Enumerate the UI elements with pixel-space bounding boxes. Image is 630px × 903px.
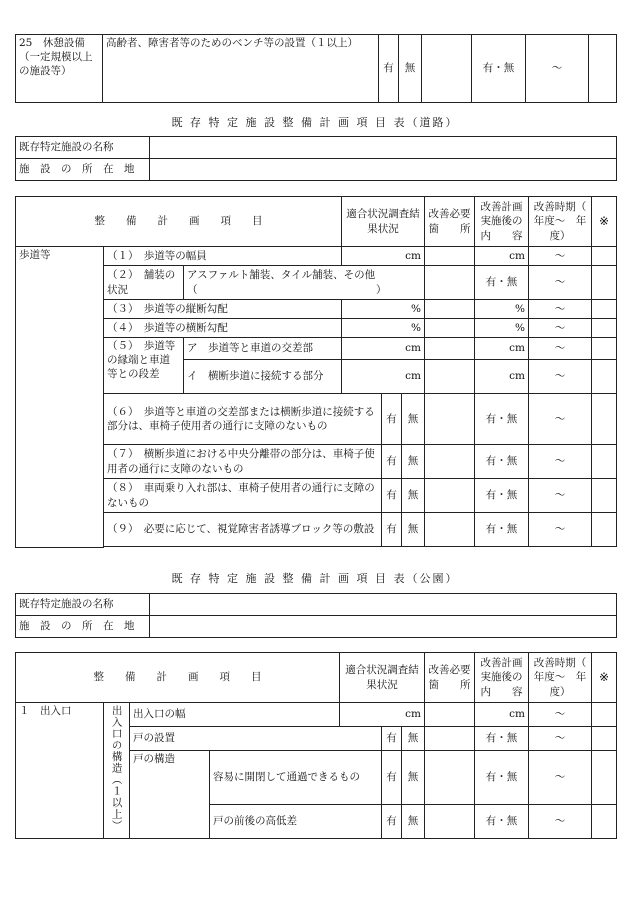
road-row-1: （１） 歩道等の幅員 <box>104 247 342 266</box>
park-row-2-no[interactable]: 無 <box>402 727 425 751</box>
road-row-5b-need[interactable] <box>425 360 475 394</box>
road-row-5a-after[interactable]: cm <box>475 338 529 360</box>
road-row-6-after[interactable]: 有・無 <box>475 394 529 445</box>
road-row-7: （７） 横断歩道における中央分離帯の部分は、車椅子使用者の通行に支障のないもの <box>104 445 382 479</box>
road-row-2: （２） 舗装の状況 <box>104 266 184 300</box>
road-row-5a: ア 歩道等と車道の交差部 <box>184 338 342 360</box>
rest-no[interactable]: 無 <box>399 35 422 103</box>
hdr-note: ※ <box>592 197 617 247</box>
road-row-5a-note[interactable] <box>592 338 617 360</box>
road-row-5b: イ 横断歩道に接続する部分 <box>184 360 342 394</box>
park-info-table <box>15 593 617 638</box>
park-row-3a-no[interactable]: 無 <box>402 751 425 805</box>
road-row-5a-when[interactable]: ～ <box>529 338 592 360</box>
road-row-2-need[interactable] <box>425 266 475 300</box>
park-row-3: 戸の構造 <box>130 751 210 839</box>
rest-yes[interactable]: 有 <box>379 35 399 103</box>
road-row-4: （４） 歩道等の横断勾配 <box>104 319 342 338</box>
park-row-2-yes[interactable]: 有 <box>382 727 402 751</box>
road-row-1-need[interactable] <box>425 247 475 266</box>
road-name-field[interactable] <box>150 137 617 159</box>
park-hdr-note: ※ <box>592 653 617 703</box>
park-hdr-items: 整 備 計 画 項 目 <box>16 653 340 703</box>
park-row-3a: 容易に開閉して通過できるもの <box>210 751 382 805</box>
hdr-when: 改善時期（ 年度～ 年度） <box>529 197 592 247</box>
rest-note-cell[interactable] <box>589 35 617 103</box>
park-row-3b-no[interactable]: 無 <box>402 804 425 838</box>
rest-item-label: 25 休憩設備（一定規模以上の施設等） <box>16 35 103 103</box>
road-row-9-after[interactable]: 有・無 <box>475 513 529 547</box>
park-row-3b-after[interactable]: 有・無 <box>475 804 529 838</box>
road-row-7-no[interactable]: 無 <box>402 445 425 479</box>
park-location-field[interactable] <box>150 616 617 638</box>
road-row-5b-note[interactable] <box>592 360 617 394</box>
road-row-8-no[interactable]: 無 <box>402 479 425 513</box>
park-hdr-need: 改善必要箇 所 <box>425 653 475 703</box>
road-row-1-note[interactable] <box>592 247 617 266</box>
road-row-7-note[interactable] <box>592 445 617 479</box>
road-row-8-when[interactable]: ～ <box>529 479 592 513</box>
park-row-3b-need[interactable] <box>425 804 475 838</box>
park-row-3b: 戸の前後の高低差 <box>210 804 382 838</box>
hdr-need: 改善必要箇 所 <box>425 197 475 247</box>
park-row-2-when[interactable]: ～ <box>529 727 592 751</box>
road-row-2-when[interactable]: ～ <box>529 266 592 300</box>
road-row-5b-when[interactable]: ～ <box>529 360 592 394</box>
park-name-label: 既存特定施設の名称 <box>16 594 150 616</box>
park-hdr-when: 改善時期（ 年度～ 年度） <box>529 653 592 703</box>
road-row-3-unit[interactable]: % <box>342 300 425 319</box>
road-row-4-need[interactable] <box>425 319 475 338</box>
road-row-5: （５） 歩道等の縁端と車道等との段差 <box>104 338 184 394</box>
road-row-5b-unit[interactable]: cm <box>342 360 425 394</box>
park-hdr-status: 適合状況調査結果状況 <box>340 653 425 703</box>
park-category: １ 出入口 <box>16 703 104 839</box>
road-row-1-unit[interactable]: cm <box>342 247 425 266</box>
park-row-1-unit[interactable]: cm <box>340 703 425 727</box>
road-row-2-after[interactable]: 有・無 <box>475 266 529 300</box>
park-row-3b-yes[interactable]: 有 <box>382 804 402 838</box>
park-row-1-need[interactable] <box>425 703 475 727</box>
park-row-1: 出入口の幅 <box>130 703 340 727</box>
road-title: 既 存 特 定 施 設 整 備 計 画 項 目 表（道路） <box>171 116 459 129</box>
road-row-9: （９） 必要に応じて、視覚障害者誘導ブロック等の敷設 <box>104 513 382 547</box>
rest-after-yesno[interactable]: 有・無 <box>472 35 526 103</box>
hdr-items: 整 備 計 画 項 目 <box>16 197 342 247</box>
road-name-label: 既存特定施設の名称 <box>16 137 150 159</box>
park-row-2-note[interactable] <box>592 727 617 751</box>
road-row-6: （６） 歩道等と車道の交差部または横断歩道に接続する部分は、車椅子使用者の通行に支障のないもの <box>104 394 382 445</box>
road-row-7-need[interactable] <box>425 445 475 479</box>
hdr-after: 改善計画実施後の内 容 <box>475 197 529 247</box>
park-row-2-after[interactable]: 有・無 <box>475 727 529 751</box>
road-row-1-when[interactable]: ～ <box>529 247 592 266</box>
road-row-7-yes[interactable]: 有 <box>382 445 402 479</box>
road-row-9-when[interactable]: ～ <box>529 513 592 547</box>
road-row-9-yes[interactable]: 有 <box>382 513 402 547</box>
road-main-table <box>15 196 617 548</box>
road-row-8: （８） 車両乗り入れ部は、車椅子使用者の通行に支障のないもの <box>104 479 382 513</box>
park-location-label: 施 設 の 所 在 地 <box>16 616 150 638</box>
park-row-3a-when[interactable]: ～ <box>529 751 592 805</box>
road-row-8-after[interactable]: 有・無 <box>475 479 529 513</box>
road-info-table <box>15 136 617 181</box>
park-row-2-need[interactable] <box>425 727 475 751</box>
park-name-field[interactable] <box>150 594 617 616</box>
road-row-6-yes[interactable]: 有 <box>382 394 402 445</box>
park-row-1-when[interactable]: ～ <box>529 703 592 727</box>
park-row-3b-when[interactable]: ～ <box>529 804 592 838</box>
park-row-3a-need[interactable] <box>425 751 475 805</box>
park-row-2: 戸の設置 <box>130 727 382 751</box>
road-row-7-when[interactable]: ～ <box>529 445 592 479</box>
park-row-3a-note[interactable] <box>592 751 617 805</box>
park-row-1-after[interactable]: cm <box>475 703 529 727</box>
park-title: 既 存 特 定 施 設 整 備 計 画 項 目 表（公園） <box>171 572 459 585</box>
road-row-2-note[interactable] <box>592 266 617 300</box>
park-subcategory: 出入口の構造（１以上） <box>110 705 123 832</box>
road-row-1-after[interactable]: cm <box>475 247 529 266</box>
road-row-8-note[interactable] <box>592 479 617 513</box>
road-row-9-need[interactable] <box>425 513 475 547</box>
road-row-5a-need[interactable] <box>425 338 475 360</box>
rest-need-cell[interactable] <box>422 35 472 103</box>
road-row-6-need[interactable] <box>425 394 475 445</box>
road-location-label: 施 設 の 所 在 地 <box>16 159 150 181</box>
road-row-6-when[interactable]: ～ <box>529 394 592 445</box>
park-main-table <box>15 652 617 839</box>
road-location-field[interactable] <box>150 159 617 181</box>
road-row-3-after[interactable]: % <box>475 300 529 319</box>
rest-item-desc: 高齢者、障害者等のためのベンチ等の設置（１以上） <box>103 35 379 103</box>
road-row-4-when[interactable]: ～ <box>529 319 592 338</box>
road-row-6-note[interactable] <box>592 394 617 445</box>
park-row-1-note[interactable] <box>592 703 617 727</box>
road-row-4-after[interactable]: % <box>475 319 529 338</box>
road-row-3-when[interactable]: ～ <box>529 300 592 319</box>
road-row-3-need[interactable] <box>425 300 475 319</box>
road-row-2-options[interactable]: アスファルト舗装、タイル舗装、その他（ ） <box>184 266 425 300</box>
road-row-3-note[interactable] <box>592 300 617 319</box>
road-row-4-note[interactable] <box>592 319 617 338</box>
park-row-3b-note[interactable] <box>592 804 617 838</box>
park-hdr-after: 改善計画実施後の内 容 <box>475 653 529 703</box>
park-row-3a-after[interactable]: 有・無 <box>475 751 529 805</box>
park-row-3a-yes[interactable]: 有 <box>382 751 402 805</box>
road-row-8-yes[interactable]: 有 <box>382 479 402 513</box>
road-row-9-no[interactable]: 無 <box>402 513 425 547</box>
rest-facility-table <box>15 34 617 103</box>
hdr-status: 適合状況調査結果状況 <box>342 197 425 247</box>
road-row-5b-after[interactable]: cm <box>475 360 529 394</box>
road-row-9-note[interactable] <box>592 513 617 547</box>
road-category: 歩道等 <box>16 247 104 548</box>
road-row-4-unit[interactable]: % <box>342 319 425 338</box>
road-row-5a-unit[interactable]: cm <box>342 338 425 360</box>
road-row-7-after[interactable]: 有・無 <box>475 445 529 479</box>
road-row-8-need[interactable] <box>425 479 475 513</box>
road-row-6-no[interactable]: 無 <box>402 394 425 445</box>
rest-when[interactable]: ～ <box>526 35 589 103</box>
road-row-3: （３） 歩道等の縦断勾配 <box>104 300 342 319</box>
